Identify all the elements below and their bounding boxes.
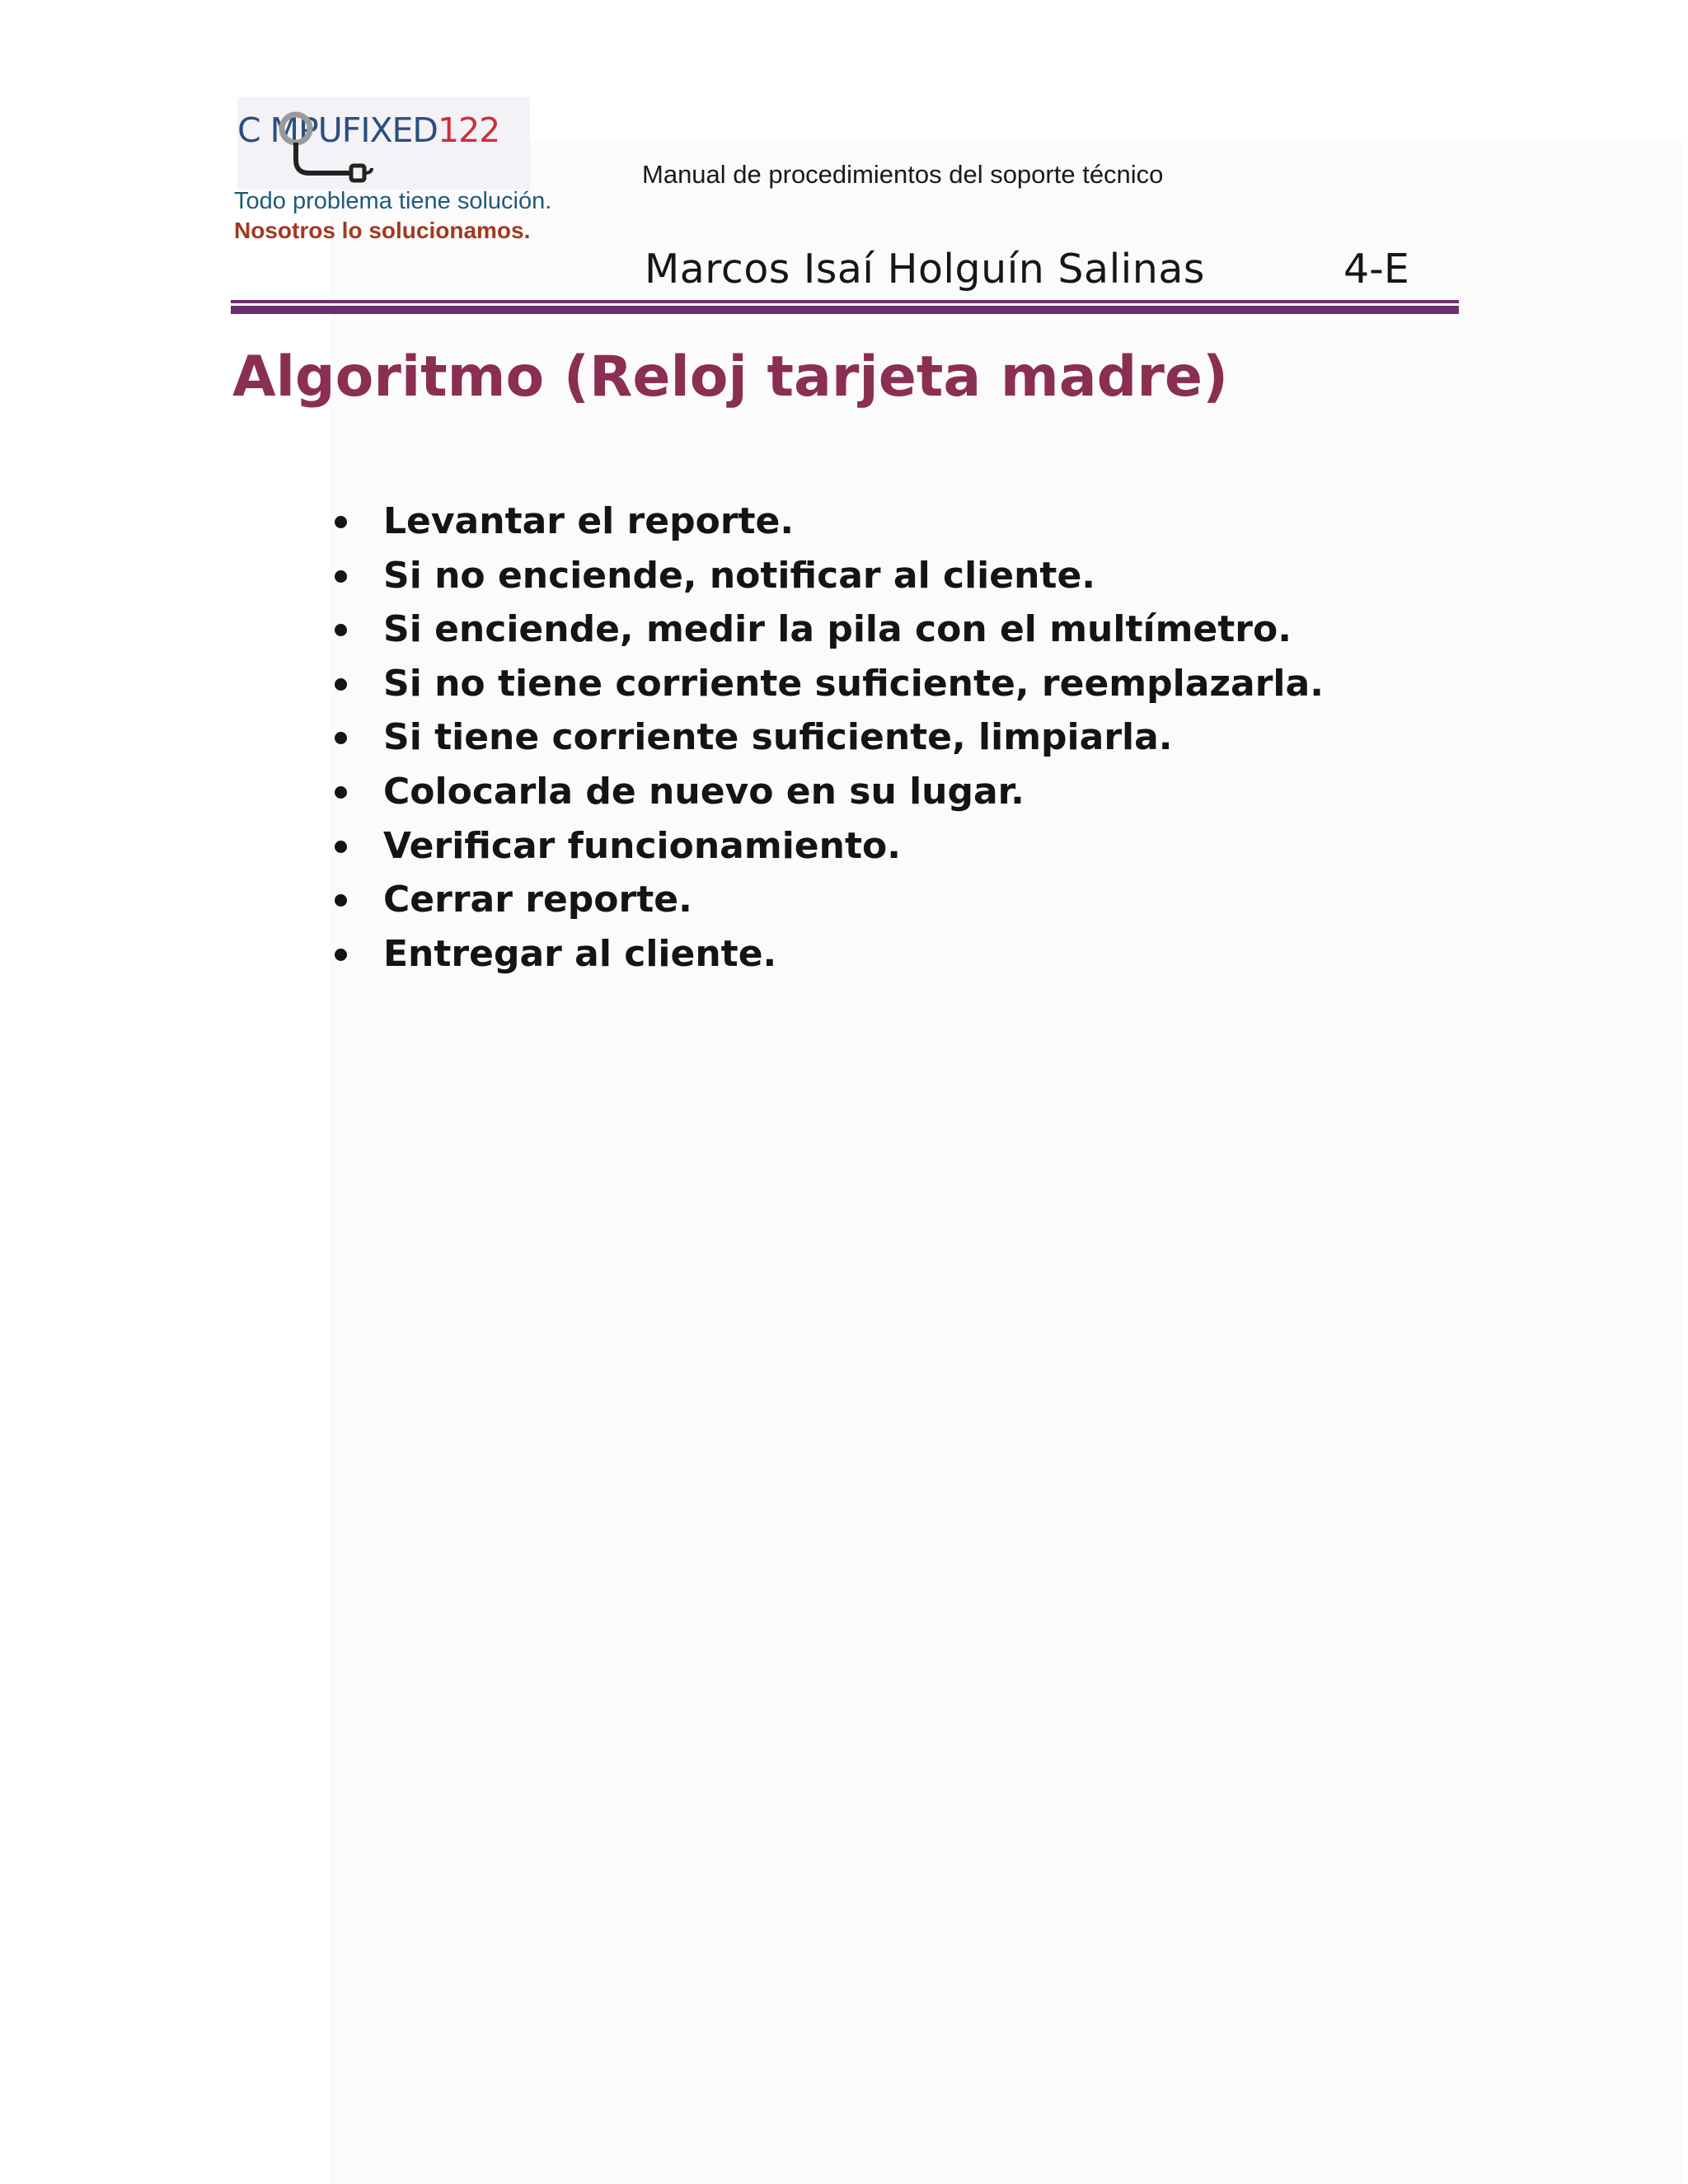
tagline-line-1: Todo problema tiene solución. bbox=[234, 188, 552, 214]
step-text: Si no enciende, notificar al cliente. bbox=[383, 554, 1095, 597]
bullet-icon bbox=[335, 516, 347, 528]
step-text: Entregar al cliente. bbox=[383, 932, 777, 975]
bullet-icon bbox=[335, 841, 347, 853]
header-rule-thick bbox=[231, 306, 1459, 314]
bullet-icon bbox=[335, 786, 347, 799]
step-text: Cerrar reporte. bbox=[383, 879, 692, 921]
author-name: Marcos Isaí Holguín Salinas bbox=[645, 246, 1205, 293]
logo-wordmark-number: 122 bbox=[438, 110, 500, 150]
bullet-icon bbox=[335, 678, 347, 691]
step-text: Verificar funcionamiento. bbox=[383, 824, 901, 867]
company-logo bbox=[237, 92, 530, 190]
step-text: Si enciende, medir la pila con el multímetro. bbox=[383, 608, 1292, 651]
stethoscope-icon bbox=[237, 92, 530, 190]
header-rule-thin bbox=[231, 300, 1459, 303]
step-text: Colocarla de nuevo en su lugar. bbox=[383, 770, 1025, 813]
logo-wordmark-main: C MPUFIXED bbox=[237, 110, 438, 150]
bullet-icon bbox=[335, 570, 347, 583]
page-background bbox=[330, 140, 1681, 2184]
tagline-line-2: Nosotros lo solucionamos. bbox=[234, 218, 531, 243]
page-title: Algoritmo (Reloj tarjeta madre) bbox=[232, 344, 1229, 410]
manual-title: Manual de procedimientos del soporte técnico bbox=[642, 160, 1164, 189]
step-text: Si no tiene corriente suficiente, reemplazarla. bbox=[383, 662, 1324, 705]
step-text: Levantar el reporte. bbox=[383, 500, 795, 542]
step-text: Si tiene corriente suficiente, limpiarla. bbox=[383, 716, 1173, 759]
bullet-icon bbox=[335, 949, 347, 961]
group-label: 4-E bbox=[1343, 246, 1409, 293]
